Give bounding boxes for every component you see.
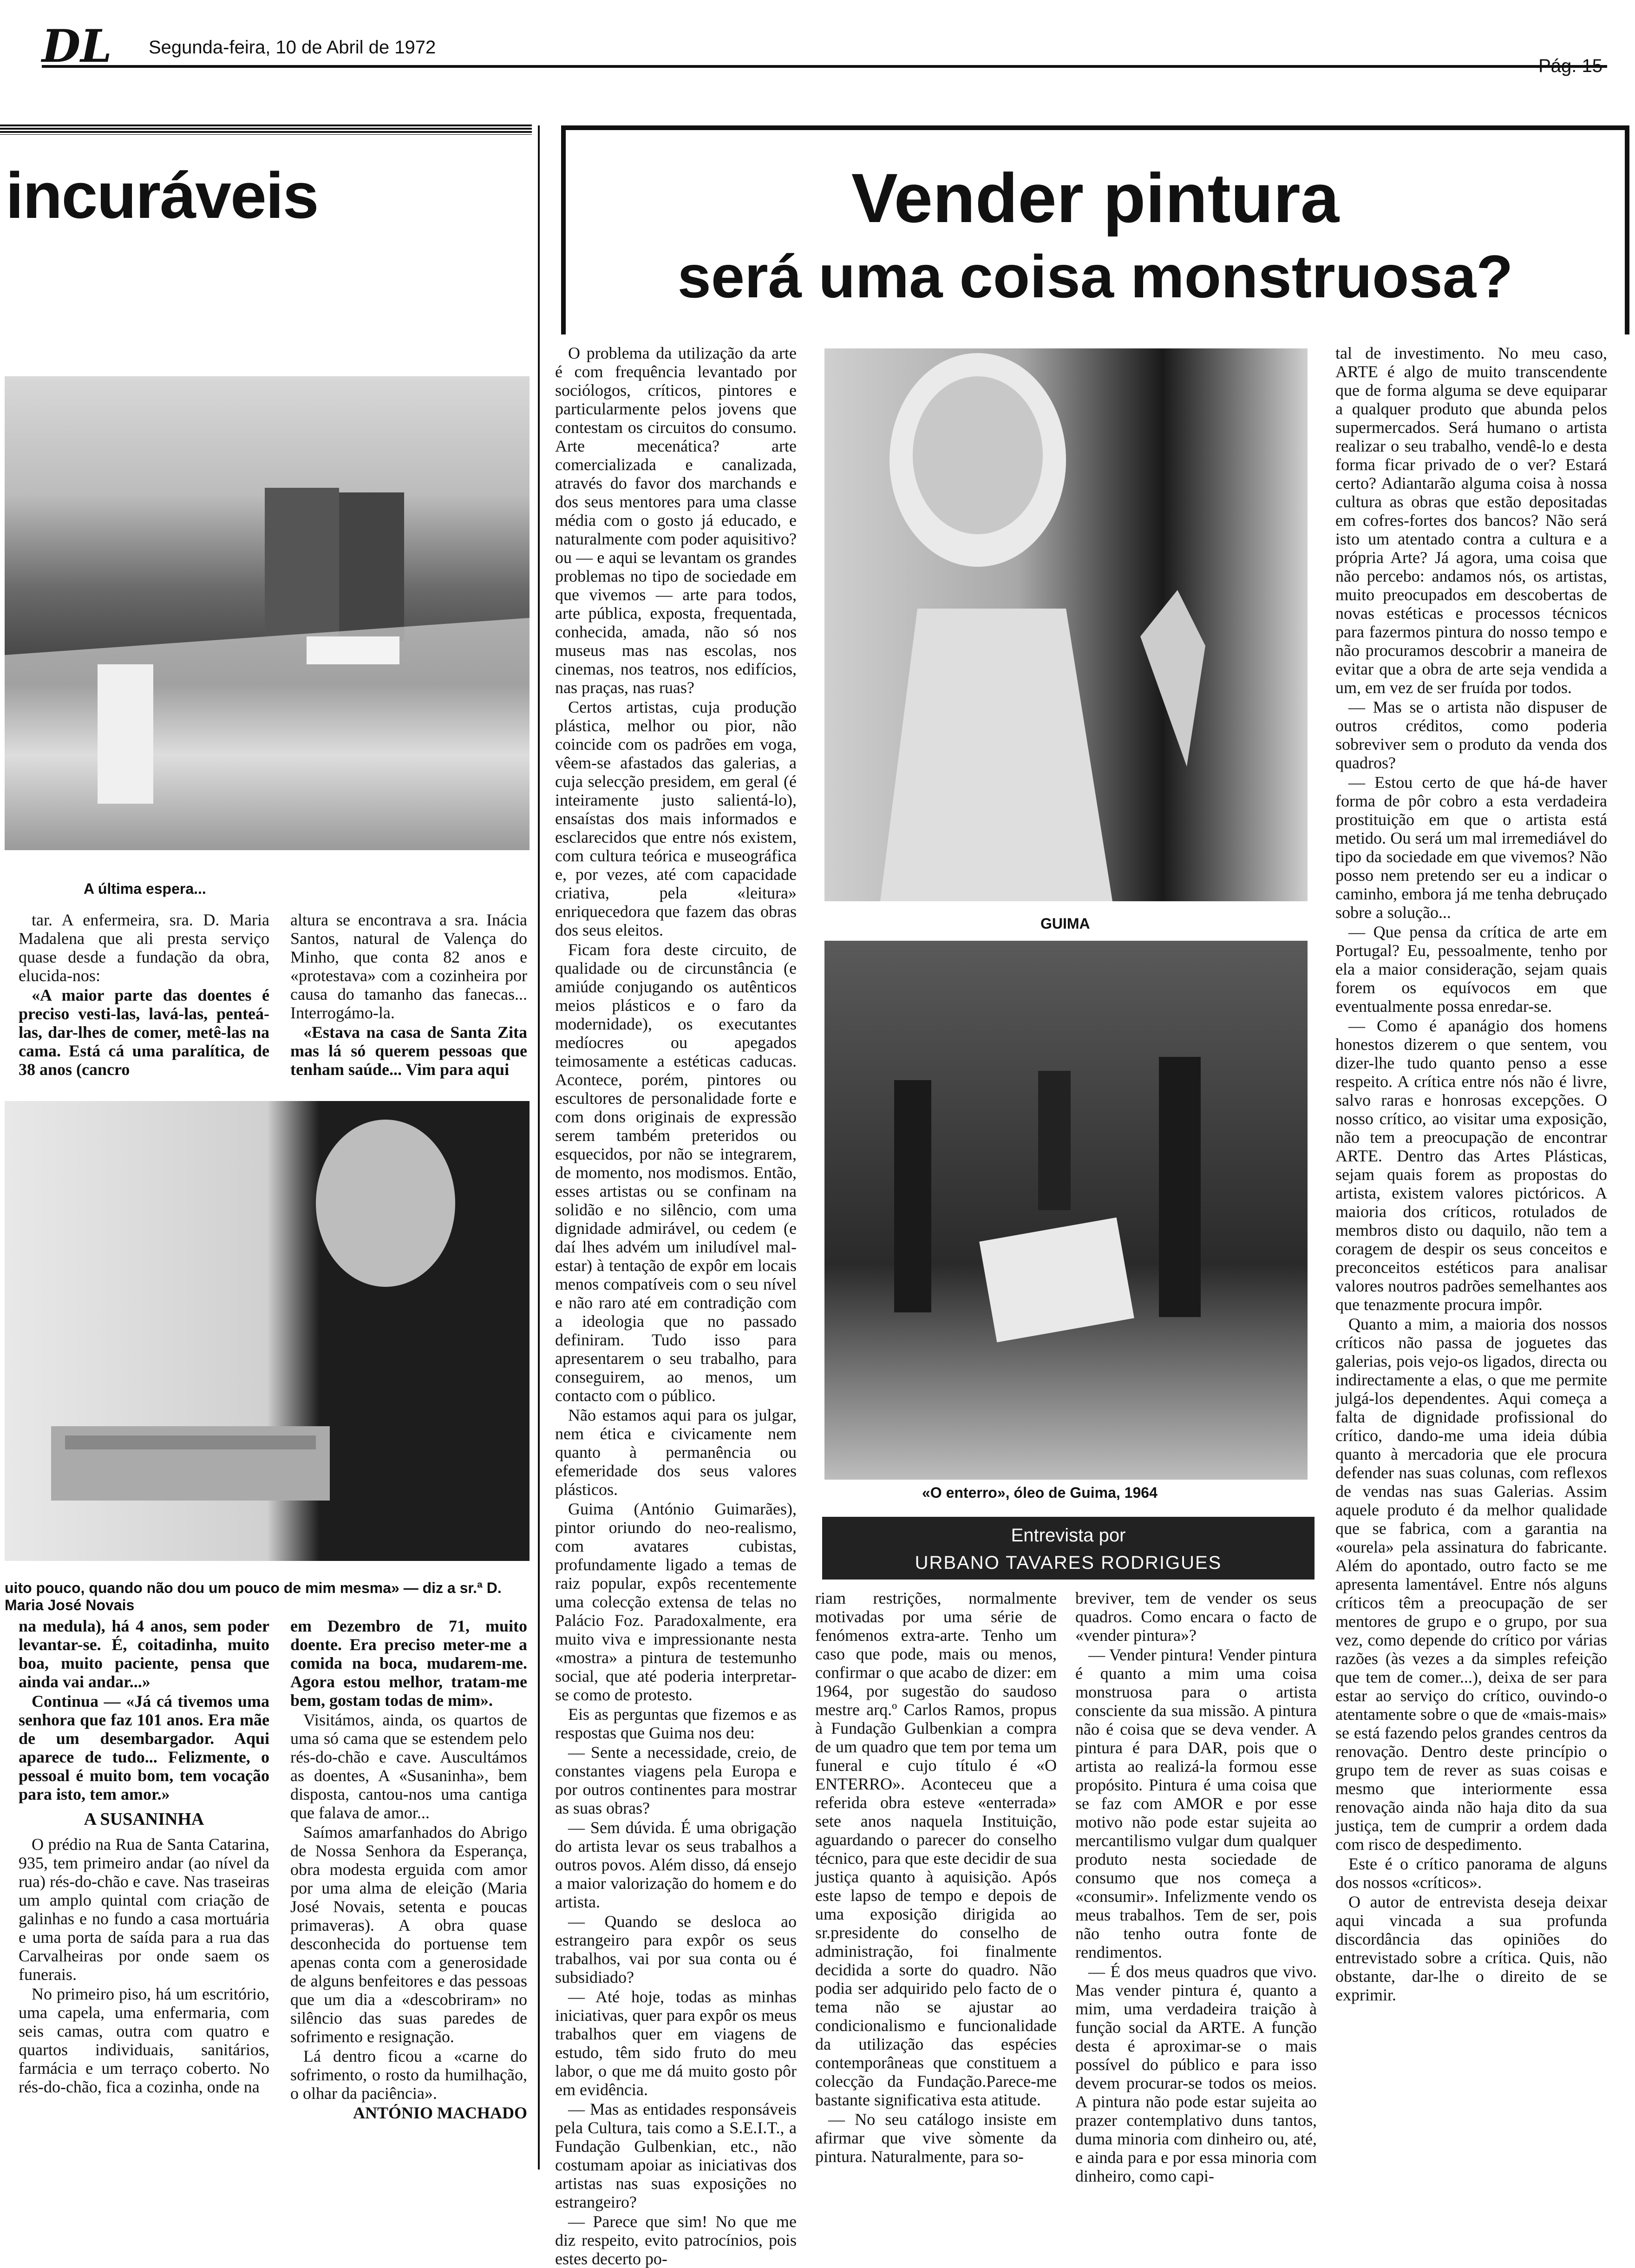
woman-typewriter-photo — [5, 1101, 530, 1561]
left-column-2 — [290, 911, 527, 1096]
decorative-rule-left — [0, 125, 532, 135]
paragraph: Lá dentro ficou a «carne do sofrimento, o rosto da humilhação, o olhar da paciência». — [290, 2047, 527, 2103]
paragraph: em Dezembro de 71, muito doente. Era preciso meter-me a comida na boca, mudarem-me. Agora estou melhor, tratam-me bem, gostam todas de mim». — [290, 1617, 527, 1710]
paragraph: Guima (António Guimarães), pintor oriundo do neo-realismo, com avatares cubistas, profundamente ligado a temas de raiz popular, expôs recentemente uma colecção extensa de telas no Palácio Foz. Paradoxalmente, era muito viva e impressionante nesta «mostra» a pintura de testemunho social, que até poderia interpretar-se como de protesto. — [555, 1500, 797, 1704]
paragraph: — Sente a necessidade, creio, de constantes viagens pela Europa e por outros continentes para mostrar as suas obras? — [555, 1743, 797, 1817]
paragraph: altura se encontrava a sra. Inácia Santos, natural de Valença do Minho, que conta 82 anos e «protestava» com a cozinheira por causa do tamanho das fanecas... Interrogámo-la. — [290, 911, 527, 1022]
right-headline-box — [561, 125, 1629, 334]
banner-line-2: URBANO TAVARES RODRIGUES — [915, 1553, 1222, 1573]
paragraph: — Como é apanágio dos homens honestos dizerem o que sentem, vou dizer-lhe tudo quanto penso a esse respeito. A crítica entre nós não é livre, salvo raras e honrosas excepções. O nosso crítico, ao visitar uma exposição, não tem a preocupação de encontrar ARTE. Dentro das Artes Plásticas, sejam quais forem as propostas do artista, existem valores pictóricos. A maioria dos críticos, rotulados de membros disto ou daquilo, não tem a coragem de despir os seus conceitos e preconceitos estéticos para analisar valores noutros padrões semelhantes aos que tenazmente procura impôr. — [1335, 1016, 1607, 1314]
guima-photo-caption: GUIMA — [1040, 915, 1090, 932]
paragraph: Continua — «Já cá tivemos uma senhora que faz 101 anos. Era mãe de um desembargador. Aqui aparece de tudo... Felizmente, o pessoal é muito bom, tem vocação para isto, tem amor.» — [19, 1692, 269, 1803]
cemetery-photo-art — [5, 376, 530, 850]
paragraph: — Vender pintura! Vender pintura é quanto a mim uma coisa monstruosa para o artista consciente da sua missão. A pintura não é coisa que se deva vender. A pintura é para DAR, pois que o artista ao realizá-la formou esse propósito. Pintura é uma coisa que se faz com AMOR e por esse motivo não pode estar sujeita ao mercantilismo vulgar dum qualquer produto nesta sociedade de consumo que nos começa a «consumir». Infelizmente vendo os meus trabalhos. Tem de ser, pois não tenho outra fonte de rendimentos. — [1075, 1645, 1317, 1961]
paragraph: — Mas as entidades responsáveis pela Cultura, tais como a S.E.I.T., a Fundação Gulbenkian, etc., não costumam apoiar as iniciativas dos artistas nas suas exposições no estrangeiro? — [555, 2100, 797, 2211]
paragraph: tal de investimento. No meu caso, ARTE é algo de muito transcendente que de forma alguma se deve equiparar a qualquer produto que abunda pelos supermercados. Será humano o artista realizar o seu trabalho, vendê-lo e desta forma ficar privado de o ver? Estará certo? Adiantarão alguma coisa à nossa cultura as obras que estão depositadas em cofres-fortes dos bancos? Não será isto um atentado contra a cultura e a própria Arte? Já agora, uma coisa que não percebo: andamos nós, os artistas, muito preocupados em descobertas de novas estéticas e processos técnicos para fazermos pintura do nosso tempo e não procuramos descobrir a maneira de evitar que a obra de arte seja vendida a um, em vez de ser fruída por todos. — [1335, 344, 1607, 697]
paragraph: Visitámos, ainda, os quartos de uma só cama que se estendem pelo rés-do-chão e cave. Auscultámos as doentes, A «Susaninha», bem disposta, cantou-nos uma cantiga que falava de amor... — [290, 1711, 527, 1822]
interview-column-4 — [1335, 344, 1607, 2174]
woman-photo-caption: uito pouco, quando não dou um pouco de mim mesma» — diz a sr.ª D. Maria José Novais — [5, 1580, 502, 1613]
interview-credit-banner — [822, 1517, 1315, 1580]
paragraph: — É dos meus quadros que vivo. Mas vender pintura é, quanto a mim, uma verdadeira traição à função social da ARTE. A função desta é aproximar-se o mais possível do público e para isso devem procurar-se todos os meios. A pintura não pode estar sujeita ao prazer contemplativo duns tantos, duma minoria com dinheiro ou, até, e ainda para e por essa minoria com dinheiro, como capi- — [1075, 1962, 1317, 2185]
guima-portrait-photo — [824, 348, 1308, 901]
paragraph: Ficam fora deste circuito, de qualidade ou de circunstância (e amiúde conjugando os autênticos meios plásticos e o faro da modernidade), os executantes medíocres ou apegados teimosamente a estéticas caducas. Acontece, porém, pintores ou escultores de personalidade forte e com dons originais de expressão serem também preteridos ou esquecidos, por não se integrarem, de momento, nos modismos. Então, esses artistas ou se confinam na solidão e no silêncio, com uma dignidade admirável, ou cedem (e daí lhes advém um iniludível mal-estar) à tentação de expôr em locais menos compatíveis com o seu nível e não raro até em contradição com a ideologia que no passado definiram. Tudo isso para apresentarem o seu trabalho, para conseguirem, ao menos, um contacto com o público. — [555, 940, 797, 1405]
paragraph: O problema da utilização da arte é com frequência levantado por sociólogos, críticos, pintores e particularmente pelos jovens que contestam os circuitos do consumo. Arte mecenática? arte comercializada e canalizada, através do favor dos marchands e dos seus mentores para uma classe média com o gosto já educado, e naturalmente com poder aquisitivo? ou — e aqui se levantam os grandes problemas no tipo de sociedade em que vivemos — arte para todos, arte pública, exposta, frequentada, conhecida, amada, não só nos museus mas nas escolas, nos cinemas, nos teatros, nos edifícios, nas praças, nas ruas? — [555, 344, 797, 697]
left-column-3 — [19, 1617, 269, 2174]
interview-column-3 — [1075, 1589, 1317, 2185]
paragraph: Não estamos aqui para os julgar, nem ética e civicamente nem quanto à permanência ou efemeridade dos seus valores plásticos. — [555, 1406, 797, 1499]
paragraph: — Até hoje, todas as minhas iniciativas, quer para expôr os meus trabalhos quer em viagens de estudo, têm sido fruto do meu labor, o que me dá muito gosto pôr em evidência. — [555, 1987, 797, 2099]
paragraph: Eis as perguntas que fizemos e as respostas que Guima nos deu: — [555, 1705, 797, 1742]
paragraph: Este é o crítico panorama de alguns dos nossos «críticos». — [1335, 1855, 1607, 1892]
subheading: A SUSANINHA — [84, 1809, 204, 1829]
page-header — [42, 20, 1607, 76]
painting-o-enterro — [824, 941, 1308, 1480]
paragraph: — Estou certo de que há-de haver forma de pôr cobro a esta verdadeira prostituição em que o artista está metido. Ou será um mal irremediável do tipo da sociedade em que vivemos? Não posso nem pretendo ser eu a indicar o caminho, embora já me tenha debruçado sobre a solução... — [1335, 773, 1607, 922]
paragraph: breviver, tem de vender os seus quadros. Como encara o facto de «vender pintura»? — [1075, 1589, 1317, 1645]
paragraph: Quanto a mim, a maioria dos nossos críticos não passa de joguetes das galerias, pois vejo-os ligados, directa ou indirectamente a elas, o que me permite julgá-los dependentes. Aqui começa a falta de dignidade profissional do crítico, dando-me uma ideia dúbia quanto à mercadoria que ele procura defender nas suas colunas, com reflexos de vendas nas suas Galerias. Assim aquele produto é da melhor qualidade que se fabrica, com a garantia na «ourela» pela assinatura do fabricante. Além do apontado, outro facto se me apresenta lamentável. Entre nós alguns críticos têm a preocupação de ser mentores de grupo e o grupo, por sua vez, como depende do crítico por várias razões (às vezes a da simples refeição que tem de comer...), deixa de ser para estar ao serviço do crítico, ouvindo-o atentamente sobre o que de «mais-mais» se está fazendo pelos grandes centros da renovação. Dentro deste princípio o grupo tem de rever as suas coisas e mesmo que interiormente essa renovação ainda não haja dito da sua justiça, tem de cumprir a ordem dada com risco de despedimento. — [1335, 1315, 1607, 1854]
painting-o-enterro-art — [824, 941, 1308, 1480]
paragraph: — No seu catálogo insiste em afirmar que vive sòmente da pintura. Naturalmente, para so- — [815, 2110, 1057, 2166]
paragraph: — Mas se o artista não dispuser de outros créditos, como poderia sobreviver sem o produto da venda dos quadros? — [1335, 698, 1607, 772]
paragraph: «A maior parte das doentes é preciso vesti-las, lavá-las, penteá-las, dar-lhes de comer, metê-las na cama. Está cá uma paralítica, de 38 anos (cancro — [19, 986, 269, 1079]
paragraph: — Sem dúvida. É uma obrigação do artista levar os seus trabalhos a outros povos. Além disso, dá ensejo a maior valorização do homem e do artista. — [555, 1818, 797, 1911]
paragraph: riam restrições, normalmente motivadas por uma série de fenómenos extra-arte. Tenho um caso que pode, mais ou menos, confirmar o que acabo de dizer: em 1964, por sugestão do saudoso mestre arq.º Carlos Ramos, propus à Fundação Gulbenkian a compra de um quadro que tem por tema um funeral e cujo título é «O ENTERRO». Aconteceu que a referida obra esteve «enterrada» sete anos naquela Instituição, aguardando o parecer do conselho técnico, para que este decidir de sua justiça quanto à aquisição. Após este lapso de tempo e depois de uma exposição dirigida ao sr.presidente do conselho de administração, foi finalmente decidida a sorte do quadro. Não podia ser adquirido pelo facto de o tema não se ajustar ao condicionalismo e funcionalidade da utilização das espécies contemporâneas que constituem a colecção da Fundação.Parece-me bastante significativa esta atitude. — [815, 1589, 1057, 2109]
interview-column-1 — [555, 344, 797, 2268]
woman-typewriter-art — [5, 1101, 530, 1561]
cemetery-photo-caption: A última espera... — [84, 880, 206, 897]
painting-caption: «O enterro», óleo de Guima, 1964 — [922, 1484, 1158, 1501]
paragraph: No primeiro piso, há um escritório, uma capela, uma enfermaria, com seis camas, outra com quatro e quartos individuais, sanitários, farmácia e um terraço coberto. No rés-do-chão, fica a cozinha, onde na — [19, 1985, 269, 2096]
banner-line-1: Entrevista por — [1011, 1525, 1126, 1546]
paragraph: — Quando se desloca ao estrangeiro para expôr os seus trabalhos, vai por sua conta ou é subsidiado? — [555, 1912, 797, 1986]
paragraph: «Estava na casa de Santa Zita mas lá só querem pessoas que tenham saúde... Vim para aqui — [290, 1023, 527, 1079]
cemetery-photo — [5, 376, 530, 850]
author-signature: ANTÓNIO MACHADO — [353, 2104, 527, 2122]
paragraph: na medula), há 4 anos, sem poder levantar-se. É, coitadinha, muito boa, muito paciente, pensa que ainda vai andar...» — [19, 1617, 269, 1691]
right-headline-line-2: será uma coisa monstruosa? — [677, 243, 1513, 310]
paragraph: — Que pensa da crítica de arte em Portugal? Eu, pessoalmente, tenho por ela a maior consideração, sejam quais forem os equívocos em que eventualmente possa enredar-se. — [1335, 923, 1607, 1016]
left-column-4 — [290, 1617, 527, 2174]
paragraph: tar. A enfermeira, sra. D. Maria Madalena que ali presta serviço quase desde a fundação da obra, elucida-nos: — [19, 911, 269, 985]
newspaper-logo: DL — [42, 20, 112, 72]
left-column-1 — [19, 911, 269, 1096]
paragraph: O autor de entrevista deseja deixar aqui vincada a sua profunda discordância das opiniões do entrevistado sobre a crítica. Quis, não obstante, dar-lhe o direito de se exprimir. — [1335, 1893, 1607, 2004]
column-divider — [538, 125, 540, 2170]
left-headline: incuráveis — [6, 159, 318, 232]
paragraph: O prédio na Rua de Santa Catarina, 935, tem primeiro andar (ao nível da rua) rés-do-chão e cave. Nas traseiras um amplo quintal com criação de galinhas e no fundo a casa mortuária e uma porta de saída para a rua das Carvalheiras por onde saem os funerais. — [19, 1835, 269, 1984]
paragraph: Certos artistas, cuja produção plástica, melhor ou pior, não coincide com os padrões em voga, vêem-se afastados das galerias, a cuja selecção presidem, em geral (é inteiramente justo salientá-lo), ensaístas dos mais informados e esclarecidos que entre nós existem, com cultura teórica e museográfica e, por vezes, até com capacidade criativa, pela «leitura» enriquecedora que fazem das obras dos seus eleitos. — [555, 698, 797, 939]
paragraph: — Parece que sim! No que me diz respeito, evito patrocínios, pois estes decerto po- — [555, 2212, 797, 2268]
right-headline-line-1: Vender pintura — [851, 159, 1340, 237]
paragraph: Saímos amarfanhados do Abrigo de Nossa Senhora da Esperança, obra modesta erguida com amor por uma alma de eleição (Maria José Novais, setenta e poucas primaveras). A obra quase desconhecida do portuense tem apenas conta com a generosidade de alguns benfeitores e das pessoas que um dia a «descobriram» no silêncio das suas paredes de sofrimento e resignação. — [290, 1823, 527, 2046]
page-number: Pág. 15 — [1538, 56, 1602, 76]
guima-portrait-art — [824, 348, 1308, 901]
interview-column-2 — [815, 1589, 1057, 2174]
issue-date: Segunda-feira, 10 de Abril de 1972 — [149, 37, 436, 58]
